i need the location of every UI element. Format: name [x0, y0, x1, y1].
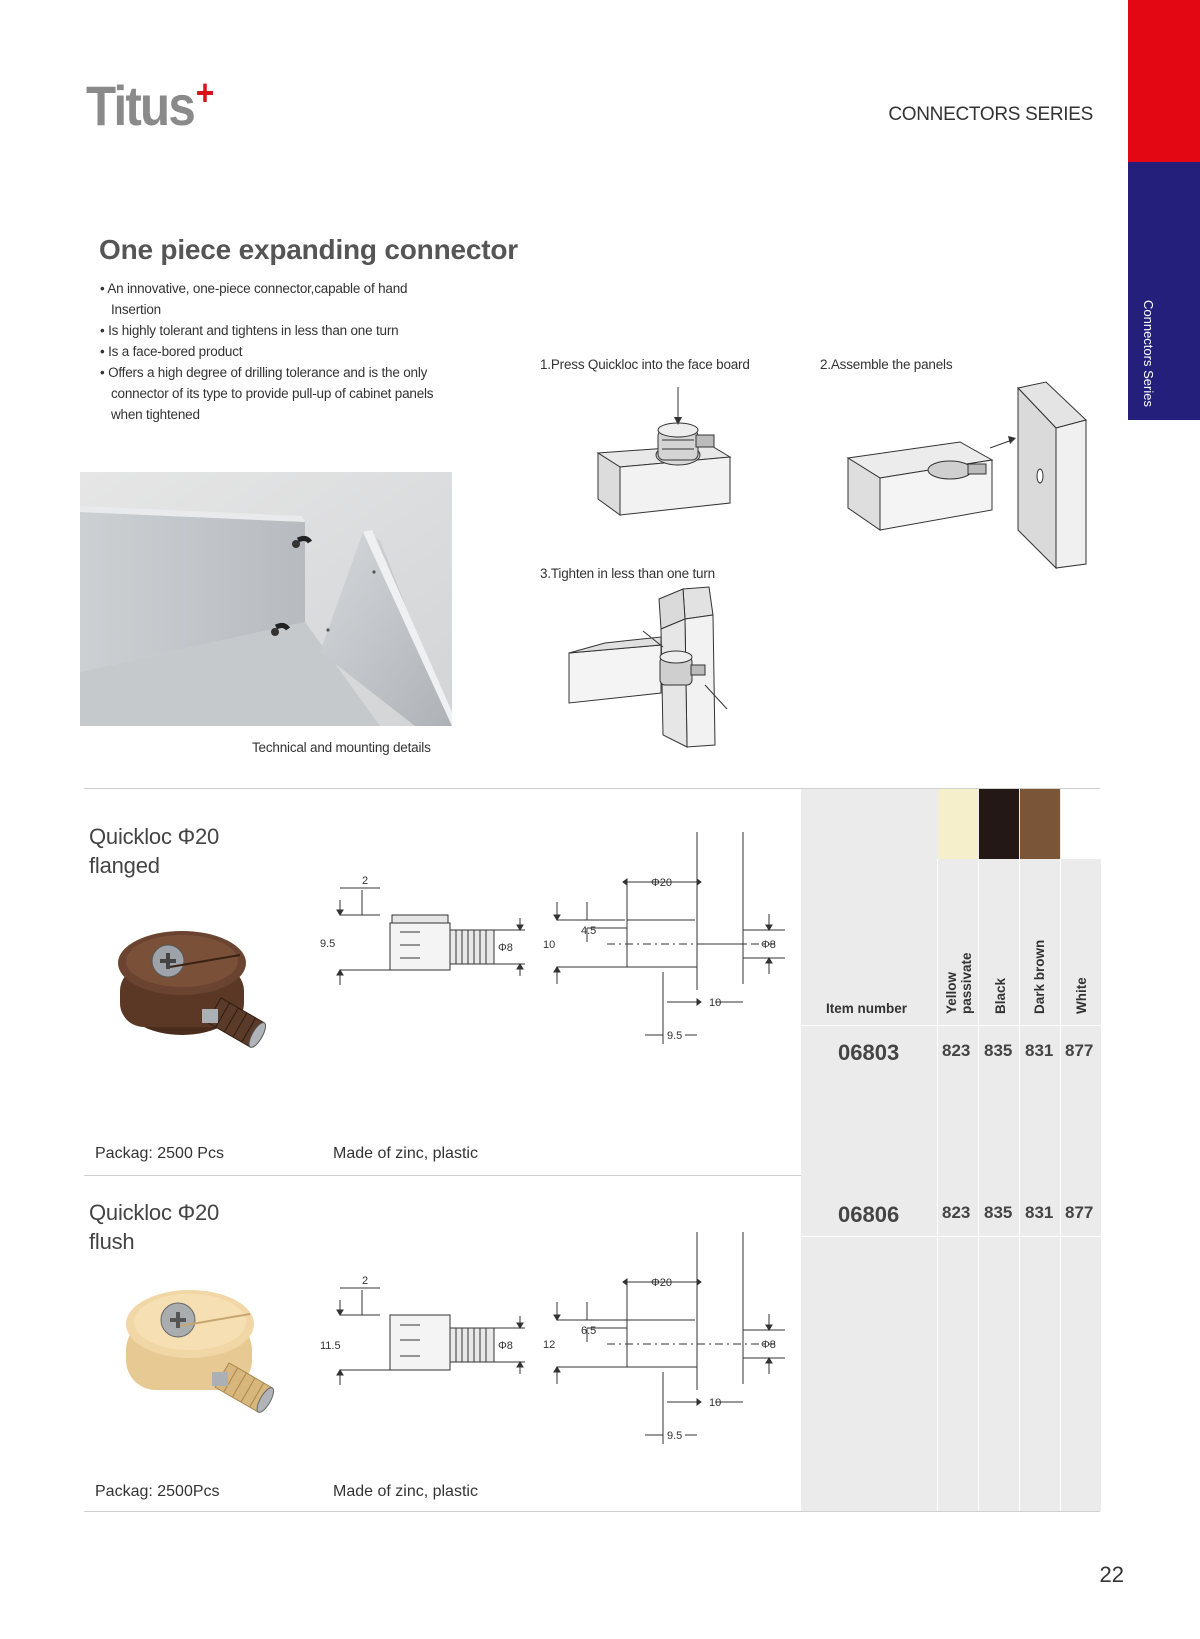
step-3-illustration: [565, 585, 745, 750]
package-info: Packag: 2500Pcs: [95, 1483, 220, 1500]
dim-bore: 12: [543, 1339, 556, 1351]
flanged-hole-dimension-drawing: [545, 832, 785, 1047]
material-info: Made of zinc, plastic: [333, 1145, 478, 1162]
step-2-label: 2.Assemble the panels: [820, 357, 953, 372]
col-header-black: Black: [993, 977, 1008, 1014]
dim-w2: 9.5: [667, 1430, 683, 1442]
dim-diameter: Φ20: [651, 877, 673, 889]
tab-notch-icon: [1150, 144, 1164, 170]
dim-shaft-hole: Φ8: [761, 1339, 776, 1351]
code-black: 835: [984, 1203, 1013, 1222]
code-dark-brown: 831: [1025, 1041, 1054, 1060]
swatch-black: [979, 789, 1019, 859]
item-number: 06806: [838, 1202, 900, 1227]
code-yellow-passivate: 823: [942, 1041, 971, 1060]
feature-item: • Is highly tolerant and tightens in less than one turn: [100, 320, 445, 341]
item-number-header: Item number: [826, 1001, 908, 1016]
feature-item: • Offers a high degree of drilling tolerance and is the only connector of its type to provide pull-up of cabinet panels when tightened: [100, 362, 445, 425]
dim-depth: 4.5: [581, 925, 597, 937]
page-title: One piece expanding connector: [99, 234, 518, 265]
material-info: Made of zinc, plastic: [333, 1483, 478, 1500]
code-white: 877: [1065, 1041, 1094, 1060]
feature-list: [100, 278, 445, 425]
item-table-panel: [801, 789, 1101, 1511]
swatch-dark-brown: [1020, 789, 1060, 859]
dim-w1: 10: [709, 997, 722, 1009]
side-tab-label[interactable]: Connectors Series: [1141, 300, 1156, 407]
side-tab-red: [1128, 0, 1200, 162]
dim-height: 9.5: [320, 938, 336, 950]
step-2-illustration: [840, 380, 1090, 570]
feature-item: • Is a face-bored product: [100, 341, 445, 362]
titus-logo: [86, 72, 213, 137]
row-rule: [801, 1025, 1101, 1026]
col-header-yellow-passivate: Yellow passivate: [944, 952, 974, 1014]
code-yellow-passivate: 823: [942, 1203, 971, 1222]
column-rule: [937, 859, 938, 1511]
step-3-label: 3.Tighten in less than one turn: [540, 566, 715, 581]
code-black: 835: [984, 1041, 1013, 1060]
dim-depth: 6.5: [581, 1325, 597, 1337]
code-white: 877: [1065, 1203, 1094, 1222]
dim-bore: 10: [543, 939, 556, 951]
column-rule: [1060, 859, 1061, 1511]
flush-side-dimension-drawing: [320, 1270, 525, 1380]
code-dark-brown: 831: [1025, 1203, 1054, 1222]
swatch-yellow-passivate: [938, 789, 978, 859]
dim-w1: 10: [709, 1397, 722, 1409]
flush-hole-dimension-drawing: [545, 1232, 785, 1447]
dim-top: 2: [362, 875, 369, 887]
logo-text: Titus: [86, 74, 195, 137]
page-number: 22: [1099, 1562, 1124, 1587]
dim-shaft: Φ8: [498, 1340, 513, 1352]
feature-item: • An innovative, one-piece connector,capable of hand Insertion: [100, 278, 445, 320]
product-title: Quickloc Φ20 flush: [89, 1200, 220, 1254]
dim-top: 2: [362, 1275, 369, 1287]
cabinet-panel-photo: [80, 472, 452, 726]
logo-plus-icon: +: [195, 72, 213, 113]
product-title: Quickloc Φ20 flanged: [89, 824, 220, 878]
dim-shaft: Φ8: [498, 942, 513, 954]
swatch-white: [1061, 789, 1101, 859]
dim-height: 11.5: [320, 1340, 341, 1352]
flanged-side-dimension-drawing: [320, 870, 525, 980]
quickloc-flanged-photo: [110, 925, 280, 1075]
photo-caption: Technical and mounting details: [252, 740, 431, 755]
dim-w2: 9.5: [667, 1030, 683, 1042]
step-1-label: 1.Press Quickloc into the face board: [540, 357, 750, 372]
quickloc-flush-photo: [118, 1280, 288, 1440]
item-number: 06803: [838, 1040, 900, 1065]
package-info: Packag: 2500 Pcs: [95, 1145, 224, 1162]
row-rule: [801, 1236, 1101, 1237]
column-rule: [1019, 859, 1020, 1511]
step-1-illustration: [590, 385, 760, 540]
dim-shaft-hole: Φ8: [761, 939, 776, 951]
dim-diameter: Φ20: [651, 1277, 673, 1289]
col-header-white: White: [1074, 977, 1089, 1014]
series-title: CONNECTORS SERIES: [888, 104, 1093, 125]
section-divider: [84, 1511, 1100, 1512]
col-header-dark-brown: Dark brown: [1032, 939, 1047, 1014]
column-rule: [978, 859, 979, 1511]
